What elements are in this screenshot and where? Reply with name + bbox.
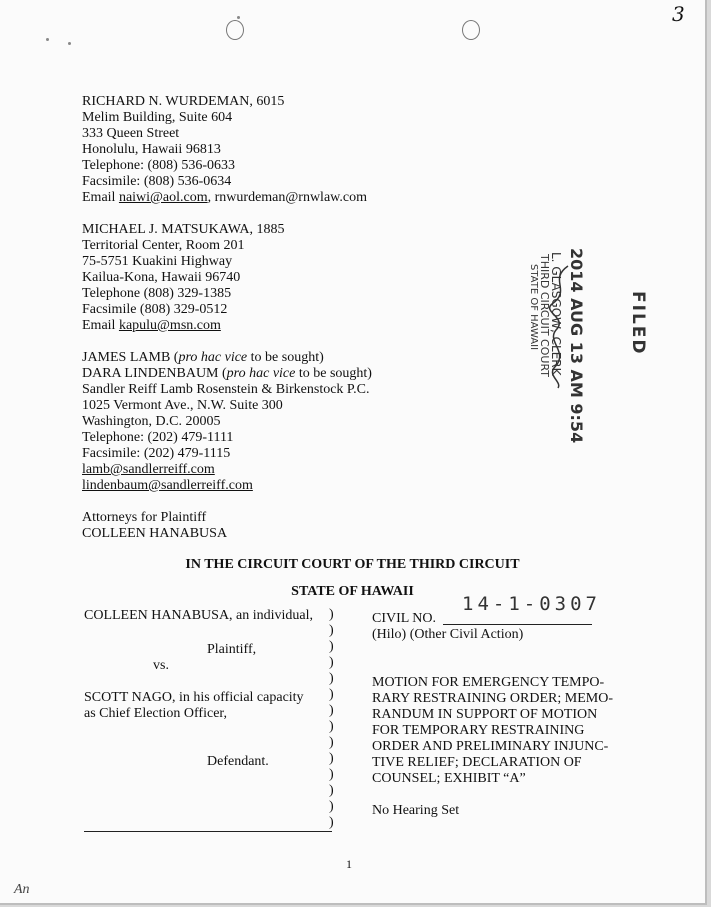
stamp-state: STATE OF HAWAII xyxy=(528,264,539,351)
stamp-court: THIRD CIRCUIT COURT xyxy=(538,254,551,378)
counsel-line: 333 Queen Street xyxy=(82,126,180,141)
counsel-line: Facsimile: (808) 536-0634 xyxy=(82,174,232,189)
margin-initials: An xyxy=(14,882,30,897)
filing-stamp xyxy=(500,240,620,444)
counsel-line: RICHARD N. WURDEMAN, 6015 xyxy=(82,94,285,109)
court-state: STATE OF HAWAII xyxy=(291,584,414,599)
attorneys-for-line: Attorneys for Plaintiff xyxy=(82,510,207,525)
counsel-line: Telephone: (202) 479-1111 xyxy=(82,430,234,445)
email-link[interactable]: rnwurdeman@rnwlaw.com xyxy=(214,190,367,205)
email-link[interactable]: naiwi@aol.com xyxy=(118,190,208,205)
plaintiff-name: COLLEEN HANABUSA, an individual, xyxy=(84,608,314,623)
court-title: IN THE CIRCUIT COURT OF THE THIRD CIRCUIT xyxy=(185,557,520,572)
counsel-line: JAMES LAMB (pro hac vice to be sought) xyxy=(82,350,324,365)
counsel-line: Kailua-Kona, Hawaii 96740 xyxy=(82,270,241,285)
counsel-email-line: Email kapulu@msn.com xyxy=(82,318,221,333)
defendant-line-1: SCOTT NAGO, in his official capacity xyxy=(84,690,304,705)
motion-title-line: RARY RESTRAINING ORDER; MEMO- xyxy=(372,691,613,706)
motion-title-line: RANDUM IN SUPPORT OF MOTION xyxy=(372,707,598,722)
motion-title-line: ORDER AND PRELIMINARY INJUNC- xyxy=(372,739,609,754)
civil-no-value: 14-1-0307 xyxy=(462,593,601,615)
stamp-date: 2014 AUG 13 AM 9:54 xyxy=(567,248,586,444)
page-corner-number: 3 xyxy=(672,2,685,26)
counsel-line: Honolulu, Hawaii 96813 xyxy=(82,142,221,157)
scan-speck xyxy=(46,38,49,41)
motion-title-line: MOTION FOR EMERGENCY TEMPO- xyxy=(372,675,605,690)
counsel-line: Territorial Center, Room 201 xyxy=(82,238,245,253)
motion-title-line: TIVE RELIEF; DECLARATION OF xyxy=(372,755,582,770)
plaintiff-role: Plaintiff, xyxy=(207,642,257,657)
punch-hole-mark xyxy=(226,20,244,40)
page-number: 1 xyxy=(346,857,352,871)
civil-no-underline xyxy=(443,624,592,625)
counsel-line: Telephone: (808) 536-0633 xyxy=(82,158,235,173)
counsel-line: Facsimile (808) 329-0512 xyxy=(82,302,228,317)
civil-no-label: CIVIL NO. xyxy=(372,611,437,626)
counsel-line: MICHAEL J. MATSUKAWA, 1885 xyxy=(82,222,285,237)
stamp-clerk: L. GLASGOW, CLERK xyxy=(549,252,563,376)
client-name: COLLEEN HANABUSA xyxy=(82,526,228,541)
counsel-line: Facsimile: (202) 479-1115 xyxy=(82,446,231,461)
hearing-status: No Hearing Set xyxy=(372,803,460,818)
counsel-block-matsukawa xyxy=(82,222,285,334)
email-link[interactable]: kapulu@msn.com xyxy=(118,318,221,333)
clerk-signature xyxy=(538,260,578,390)
counsel-line: Melim Building, Suite 604 xyxy=(82,110,233,125)
counsel-line: 75-5751 Kuakini Highway xyxy=(82,254,233,269)
defendant-line-2: as Chief Election Officer, xyxy=(84,706,228,721)
counsel-line: Telephone (808) 329-1385 xyxy=(82,286,232,301)
defendant-role: Defendant. xyxy=(207,754,269,769)
caption-bottom-rule xyxy=(84,831,332,832)
counsel-email-line: Email naiwi@aol.com, rnwurdeman@rnwlaw.com xyxy=(82,190,367,205)
motion-title-line: FOR TEMPORARY RESTRAINING xyxy=(372,723,585,738)
counsel-line: 1025 Vermont Ave., N.W. Suite 300 xyxy=(82,398,283,413)
counsel-block-wurdeman xyxy=(82,94,367,206)
motion-title xyxy=(372,675,613,787)
scan-speck xyxy=(237,16,240,19)
counsel-block-sandler-reiff xyxy=(82,350,372,494)
scan-speck xyxy=(68,42,71,45)
motion-title-line: COUNSEL; EXHIBIT “A” xyxy=(372,771,526,786)
caption-parenthesis-column: ) ) ) ) ) ) ) ) ) ) ) ) ) ) xyxy=(329,607,334,830)
punch-hole-mark xyxy=(462,20,480,40)
counsel-line: Sandler Reiff Lamb Rosenstein & Birkenstock P.C. xyxy=(82,382,370,397)
attorneys-for-block xyxy=(82,510,227,542)
filed-label: FILED xyxy=(628,291,648,356)
email-link[interactable]: lamb@sandlerreiff.com xyxy=(82,462,215,477)
counsel-line: Washington, D.C. 20005 xyxy=(82,414,221,429)
civil-type: (Hilo) (Other Civil Action) xyxy=(372,627,524,642)
email-link[interactable]: lindenbaum@sandlerreiff.com xyxy=(82,478,253,493)
versus-label: vs. xyxy=(153,658,169,673)
counsel-line: DARA LINDENBAUM (pro hac vice to be sought) xyxy=(82,366,372,381)
